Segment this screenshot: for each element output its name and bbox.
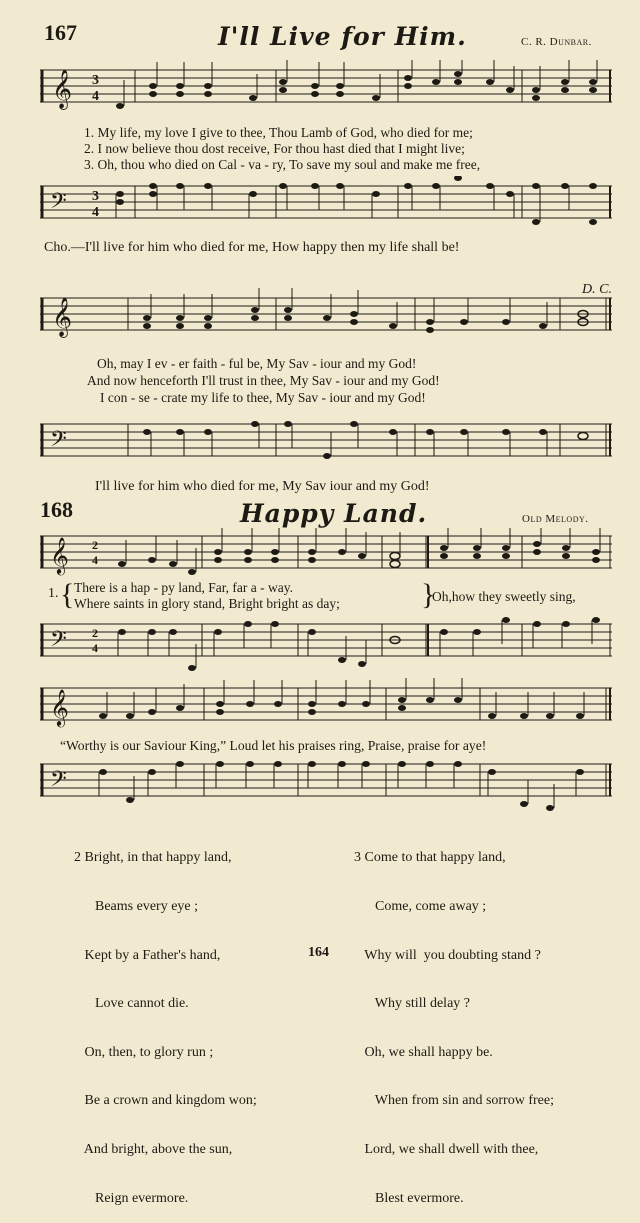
svg-text:2: 2 (92, 626, 98, 640)
stanza-2-line: Be a crown and kingdom won; (74, 1093, 257, 1109)
svg-text:𝄢: 𝄢 (50, 189, 67, 218)
stanza-2-line: Reign evermore. (74, 1190, 189, 1206)
bass-staff-system-1 (40, 176, 612, 234)
treble-staff-system-4 (40, 678, 612, 734)
stanza-3-line: Why still delay ? (354, 996, 470, 1012)
verse-line-3: 3. Oh, thou who died on Cal - va - ry, To save my soul and make me free, (84, 157, 481, 172)
dc-marking: D. C. (582, 282, 612, 297)
bass-staff-system-3 (40, 612, 612, 672)
verse-line-2-system-2: And now henceforth I'll trust in thee, My Sav - iour and my God! (87, 373, 440, 388)
verse-number-168: 1. (48, 586, 59, 601)
verse-line-1: 1. My life, my love I give to thee, Thou Lamb of God, who died for me; (84, 125, 473, 140)
verse-1-line-c: Oh,how they sweetly sing, (432, 589, 576, 604)
right-brace: } (421, 578, 436, 611)
verse-1-line-2: “Worthy is our Saviour King,” Loud let his praises ring, Praise, praise for aye! (60, 738, 487, 753)
left-brace: { (60, 578, 75, 611)
bass-staff-system-2 (40, 410, 612, 470)
hymn-title-168: Happy Land. (240, 499, 428, 528)
bass-staff-system-4 (40, 754, 612, 816)
svg-text:4: 4 (92, 205, 99, 220)
treble-staff-system-2 (40, 288, 612, 348)
svg-text:4: 4 (92, 89, 99, 104)
hymn-author-168: Old Melody. (522, 513, 589, 525)
svg-text:𝄞: 𝄞 (52, 71, 73, 108)
verse-1-line-b: Where saints in glory stand, Bright bright as day; (74, 596, 340, 611)
svg-text:𝄞: 𝄞 (52, 299, 73, 336)
hymn-title-167: I'll Live for Him. (218, 22, 467, 51)
svg-text:𝄞: 𝄞 (50, 689, 69, 725)
verse-1-line-a: There is a hap - py land, Far, far a - way. (74, 580, 293, 595)
stanza-3-line: Come, come away ; (354, 899, 487, 915)
stanza-3-line: Blest evermore. (354, 1190, 464, 1206)
svg-text:4: 4 (92, 641, 98, 655)
hymn-number-168: 168 (40, 497, 73, 522)
svg-text:𝄢: 𝄢 (50, 627, 67, 656)
svg-text:𝄢: 𝄢 (50, 427, 67, 456)
stanza-2-line: Love cannot die. (74, 996, 189, 1012)
stanza-2-line: On, then, to glory run ; (74, 1044, 214, 1060)
svg-text:4: 4 (92, 553, 98, 567)
verse-line-2: 2. I now believe thou dost receive, For thou hast died that I might live; (84, 141, 465, 156)
hymn-author-167: C. R. Dunbar. (521, 36, 592, 48)
chorus-line: Cho.—I'll live for him who died for me, How happy then my life shall be! (44, 240, 460, 255)
verse-line-3-system-2: I con - se - crate my life to thee, My Sav - iour and my God! (100, 390, 426, 405)
page-number: 164 (308, 945, 329, 960)
svg-text:𝄢: 𝄢 (50, 767, 67, 796)
svg-text:3: 3 (92, 189, 99, 204)
svg-text:3: 3 (92, 73, 99, 88)
stanza-2 (74, 818, 257, 1223)
treble-staff-system-1 (40, 60, 612, 120)
svg-text:2: 2 (92, 538, 98, 552)
stanza-3 (354, 818, 554, 1223)
stanza-3-line: 3 Come to that happy land, (354, 850, 506, 866)
stanza-2-line: And bright, above the sun, (74, 1142, 233, 1158)
svg-text:𝄞: 𝄞 (50, 537, 69, 573)
stanza-2-line: Kept by a Father's hand, (74, 947, 221, 963)
stanza-2-line: Beams every eye ; (74, 899, 199, 915)
hymn-number-167: 167 (44, 20, 77, 45)
treble-staff-system-3 (40, 528, 612, 580)
verse-line-1-system-2: Oh, may I ev - er faith - ful be, My Sav - iour and my God! (97, 356, 417, 371)
stanza-2-line: 2 Bright, in that happy land, (74, 850, 232, 866)
stanza-3-line: Oh, we shall happy be. (354, 1044, 493, 1060)
stanza-3-line: When from sin and sorrow free; (354, 1093, 554, 1109)
stanza-3-line: Lord, we shall dwell with thee, (354, 1142, 539, 1158)
chorus-line-system-2: I'll live for him who died for me, My Sav iour and my God! (95, 479, 430, 494)
stanza-3-line: Why will you doubting stand ? (354, 947, 541, 963)
